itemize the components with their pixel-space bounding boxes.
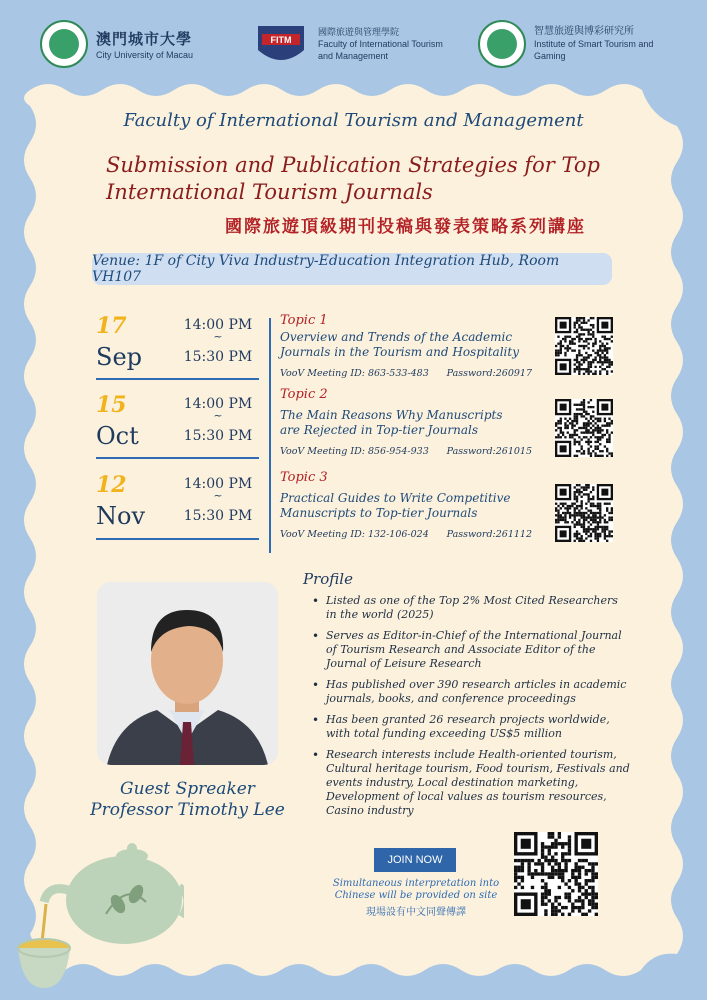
teapot-illustration — [14, 842, 184, 992]
session-2-sep: ~ — [213, 409, 223, 422]
fitm-badge-icon — [252, 20, 310, 68]
session-2-date — [96, 392, 261, 462]
event-title — [106, 152, 626, 206]
session-2-day: 15 — [96, 392, 127, 418]
ist-seal-icon — [478, 20, 526, 68]
session-2-time — [178, 396, 258, 444]
session-3-password: Password:261112 — [446, 529, 532, 540]
venue-banner: Venue: 1F of City Viva Industry-Education Integration Hub, Room VH107 — [92, 253, 612, 285]
session-2-title-line-2: are Rejected in Top-tier Journals — [280, 423, 479, 437]
join-now-button[interactable]: JOIN NOW — [374, 848, 456, 872]
fitm-name-cn: 國際旅遊與管理學院 — [318, 27, 400, 37]
session-1-title-line-1: Overview and Trends of the Academic — [280, 330, 513, 344]
list-item: • Listed as one of the Top 2% Most Cited Researchers in the world (2025) — [312, 594, 630, 622]
divider — [96, 457, 259, 459]
session-2-topic — [280, 387, 540, 457]
interpretation-note-cn: 現場設有中文同聲傳譯 — [366, 907, 466, 918]
session-3-day: 12 — [96, 472, 127, 498]
session-1-meeting-id: VooV Meeting ID: 863-533-483 — [280, 368, 429, 379]
cityu-name-en: City University of Macau — [96, 49, 194, 60]
session-2-password: Password:261015 — [446, 446, 532, 457]
event-title-line-1: Submission and Publication Strategies for Top — [106, 153, 600, 177]
session-2-end: 15:30 PM — [183, 428, 253, 444]
session-2-month: Oct — [96, 422, 139, 450]
cityu-name-cn: 澳門城市大學 — [96, 30, 193, 48]
interpretation-line-1: Simultaneous interpretation into — [332, 878, 500, 889]
session-3-topic-title — [280, 491, 540, 521]
session-1-date — [96, 313, 261, 383]
session-3-topic — [280, 470, 540, 540]
cityu-logo — [40, 20, 193, 68]
session-3-end: 15:30 PM — [183, 508, 253, 524]
interpretation-note — [316, 878, 516, 902]
session-1-time — [178, 317, 258, 365]
session-1-title-line-2: Journals in the Tourism and Hospitality — [280, 345, 519, 359]
fitm-badge-text: FITM — [270, 35, 292, 45]
session-3-topic-no: Topic 3 — [280, 470, 328, 485]
join-qr-code-icon[interactable] — [514, 832, 598, 916]
session-1-month: Sep — [96, 343, 143, 371]
session-1-sep: ~ — [213, 330, 223, 343]
divider — [96, 378, 259, 380]
session-3-month: Nov — [96, 502, 146, 530]
session-2-qr-code-icon[interactable] — [555, 399, 613, 457]
session-2-start: 14:00 PM — [183, 396, 253, 412]
session-2-topic-title — [280, 408, 540, 438]
session-2-topic-no: Topic 2 — [280, 387, 328, 402]
profile-list — [312, 594, 630, 825]
divider — [96, 538, 259, 540]
interpretation-line-2: Chinese will be provided on site — [334, 890, 498, 901]
session-3-date — [96, 472, 261, 542]
session-1-qr-code-icon[interactable] — [555, 317, 613, 375]
speaker-name: Professor Timothy Lee — [90, 800, 285, 820]
session-1-topic-title — [280, 330, 540, 360]
ist-name-en-2: Gaming — [534, 51, 566, 61]
session-1-password: Password:260917 — [446, 368, 532, 379]
session-2-meeting-id: VooV Meeting ID: 856-954-933 — [280, 446, 429, 457]
speaker-photo — [97, 582, 278, 765]
session-3-meeting-id: VooV Meeting ID: 132-106-024 — [280, 529, 429, 540]
session-1-start: 14:00 PM — [183, 317, 253, 333]
session-3-qr-code-icon[interactable] — [555, 484, 613, 542]
session-3-title-line-1: Practical Guides to Write Competitive — [280, 491, 511, 505]
event-title-cn: 國際旅遊頂級期刊投稿與發表策略系列講座 — [225, 217, 586, 237]
session-3-start: 14:00 PM — [183, 476, 253, 492]
speaker-role: Guest Spreaker — [120, 779, 255, 799]
list-item: • Serves as Editor-in-Chief of the International Journal of Tourism Research and Associate Editor of the Journal of Leisure Research — [312, 629, 630, 671]
session-1-topic — [280, 313, 540, 379]
profile-heading: Profile — [303, 570, 353, 588]
cityu-seal-icon — [40, 20, 88, 68]
list-item: • Has been granted 26 research projects worldwide, with total funding exceeding US$5 million — [312, 713, 630, 741]
session-1-day: 17 — [96, 313, 127, 339]
faculty-title: Faculty of International Tourism and Management — [123, 110, 584, 131]
fitm-name-en-2: and Management — [318, 51, 389, 61]
fitm-logo — [252, 20, 443, 68]
session-3-time — [178, 476, 258, 524]
list-item: • Research interests include Health-oriented tourism, Cultural heritage tourism, Food tourism, Festivals and events industry, Local destination marketing, Development of local values as tourism resources, Casino industry — [312, 748, 630, 818]
ist-logo — [478, 20, 653, 68]
session-3-title-line-2: Manuscripts to Top-tier Journals — [280, 506, 478, 520]
speaker-caption — [80, 779, 295, 821]
vertical-divider — [269, 318, 271, 553]
session-1-topic-no: Topic 1 — [280, 313, 328, 328]
list-item: • Has published over 390 research articles in academic journals, books, and conference proceedings — [312, 678, 630, 706]
session-3-sep: ~ — [213, 489, 223, 502]
event-title-line-2: International Tourism Journals — [106, 180, 433, 204]
fitm-name-en-1: Faculty of International Tourism — [318, 39, 443, 49]
ist-name-en-1: Institute of Smart Tourism and — [534, 39, 654, 49]
session-1-end: 15:30 PM — [183, 349, 253, 365]
session-2-title-line-1: The Main Reasons Why Manuscripts — [280, 408, 503, 422]
ist-name-cn: 智慧旅遊與博彩研究所 — [534, 26, 634, 37]
